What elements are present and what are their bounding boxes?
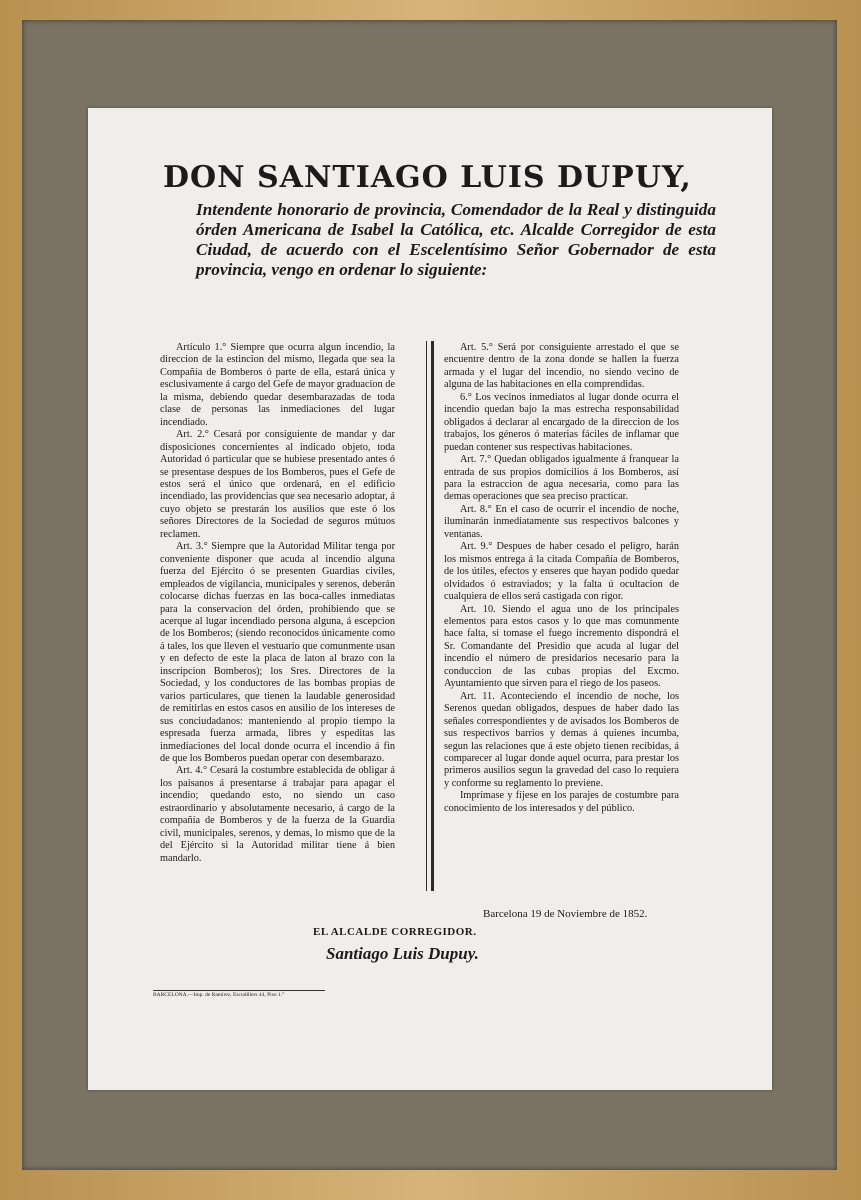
left-column	[160, 342, 395, 865]
printed-decree	[88, 108, 772, 1090]
column-divider	[431, 341, 434, 891]
article-7: Art. 7.° Quedan obligados igualmente á franquear la entrada de sus propios domicilios á los Bomberos, así para la estraccion de agua necesaria, como para las demas operaciones que sea preciso practicar.	[444, 454, 679, 503]
article-9: Art. 9.° Despues de haber cesado el peligro, harán los mismos entrega á la citada Compañía de Bomberos, de los útiles, efectos y enseres que hayan podido quedar olvidados ó estraviados; y la falta ú ocultacion de cualquiera de ellos será castigada con rigor.	[444, 541, 679, 603]
dateline: Barcelona 19 de Noviembre de 1852.	[483, 908, 648, 920]
decree-title: DON SANTIAGO LUIS DUPUY,	[163, 160, 692, 195]
printer-imprint: BARCELONA.—Imp. de Ramírez, Escudillers 44, Piso 1.°	[153, 990, 325, 998]
signer-title: EL ALCALDE CORREGIDOR.	[313, 926, 477, 938]
decree-subtitle: Intendente honorario de provincia, Comendador de la Real y distinguida órden Americana de Isabel la Católica, etc. Alcalde Corregidor de esta Ciudad, de acuerdo con el Escelentísimo Señor Gobernador de esta provincia, vengo en ordenar lo siguiente:	[196, 200, 716, 279]
article-11: Art. 11. Aconteciendo el incendio de noche, los Serenos quedan obligados, despues de haber dado las señales correspondientes y de avisados los Bomberos de sus respectivos barrios y demas á quienes incumba, segun las relaciones que á este objeto tienen recibidas, á comparecer al lugar donde aquel ocurra, para prestar los primeros ausilios segun la gravedad del caso lo requiera y conforme su reglamento lo previene.	[444, 690, 679, 789]
article-2: Art. 2.° Cesará por consiguiente de mandar y dar disposiciones concernientes al indicado objeto, toda Autoridad ó particular que se hubiese presentado antes ó se presentase despues de los Bomberos, pues el Gefe de estos será el único que ordenará, en el edificio incendiado, las providencias que sea necesario adoptar, á cuyo objeto se prestarán los ausilios que este ó los señores Directores de la Sociedad de seguros mútuos reclamen.	[160, 429, 395, 540]
right-column	[444, 342, 679, 815]
column-divider-thin	[426, 341, 427, 891]
article-4: Art. 4.° Cesará la costumbre establecida de obligar á los paisanos á presentarse á trabajar para apagar el incendio; quedando esto, no siendo un caso estraordinario y absolutamente necesario, á cargo de la compañía de Bomberos y de la fuerza de la Guardia civil, municipales, serenos, y demas, lo mismo que de la del Ejército si la Autoridad militar tiene á bien mandarlo.	[160, 765, 395, 864]
article-6: 6.° Los vecinos inmediatos al lugar donde ocurra el incendio quedan bajo la mas estrecha responsabilidad obligados á declarar al encargado de la direccion de los trabajos, los géneros ó materias fáciles de inflamar que puedan contener sus respectivas habitaciones.	[444, 391, 679, 453]
article-3: Art. 3.° Siempre que la Autoridad Militar tenga por conveniente disponer que acuda al incendio alguna fuerza del Ejército ó se presenten Guardias civiles, empleados de vigilancia, municipales y serenos, deberán colocarse dichas fuerzas en las boca-calles inmediatas para la conservacion del órden, prohibiendo que se acerque al lugar incendiado persona alguna, á escepcion de los Bomberos; (siendo reconocidos únicamente como á tales, los que lleven el vestuario que comunmente usan y en defecto de este la placa de laton al brazo con la inscripcion Bomberos); los Sres. Directores de la Sociedad, y los conductores de las bombas propias de varios particulares, que tienen la laudable generosidad de remitirlas en estos casos en ausilio de los intereses de sus conciudadanos: manteniendo al propio tiempo la espresada fuerza armada, libres y espeditas las inmediaciones del local donde ocurra el incendio á fin de que los Bomberos puedan operar con desembarazo.	[160, 541, 395, 764]
signer-name: Santiago Luis Dupuy.	[326, 944, 479, 963]
article-8: Art. 8.° En el caso de ocurrir el incendio de noche, iluminarán inmediatamente sus respectivos balcones y ventanas.	[444, 503, 679, 540]
publication-clause: Imprímase y fíjese en los parajes de costumbre para conocimiento de los interesados y del público.	[444, 790, 679, 814]
article-10: Art. 10. Siendo el agua uno de los principales elementos para estos casos y lo que mas comunmente hace falta, si tomase el fuego incremento dispondrá el Sr. Comandante del Presidio que acuda al lugar del incendio el número de presidarios necesario para la conduccion de las cubas propias del Excmo. Ayuntamiento que sirven para el riego de los paseos.	[444, 603, 679, 690]
article-1: Artículo 1.° Siempre que ocurra algun incendio, la direccion de la estincion del mismo, llegada que sea la Compañía de Bomberos ó parte de ella, estará única y esclusivamente á cargo del Gefe de mayor graduacion de la misma, debiendo quedar desembarazadas de toda clase de personas las inmediaciones del lugar incendiado.	[160, 342, 395, 428]
article-5: Art. 5.° Será por consiguiente arrestado el que se encuentre dentro de la zona donde se hallen la fuerza armada y el lugar del incendio, no siendo vecino de alguna de las habitaciones en ella comprendidas.	[444, 342, 679, 391]
